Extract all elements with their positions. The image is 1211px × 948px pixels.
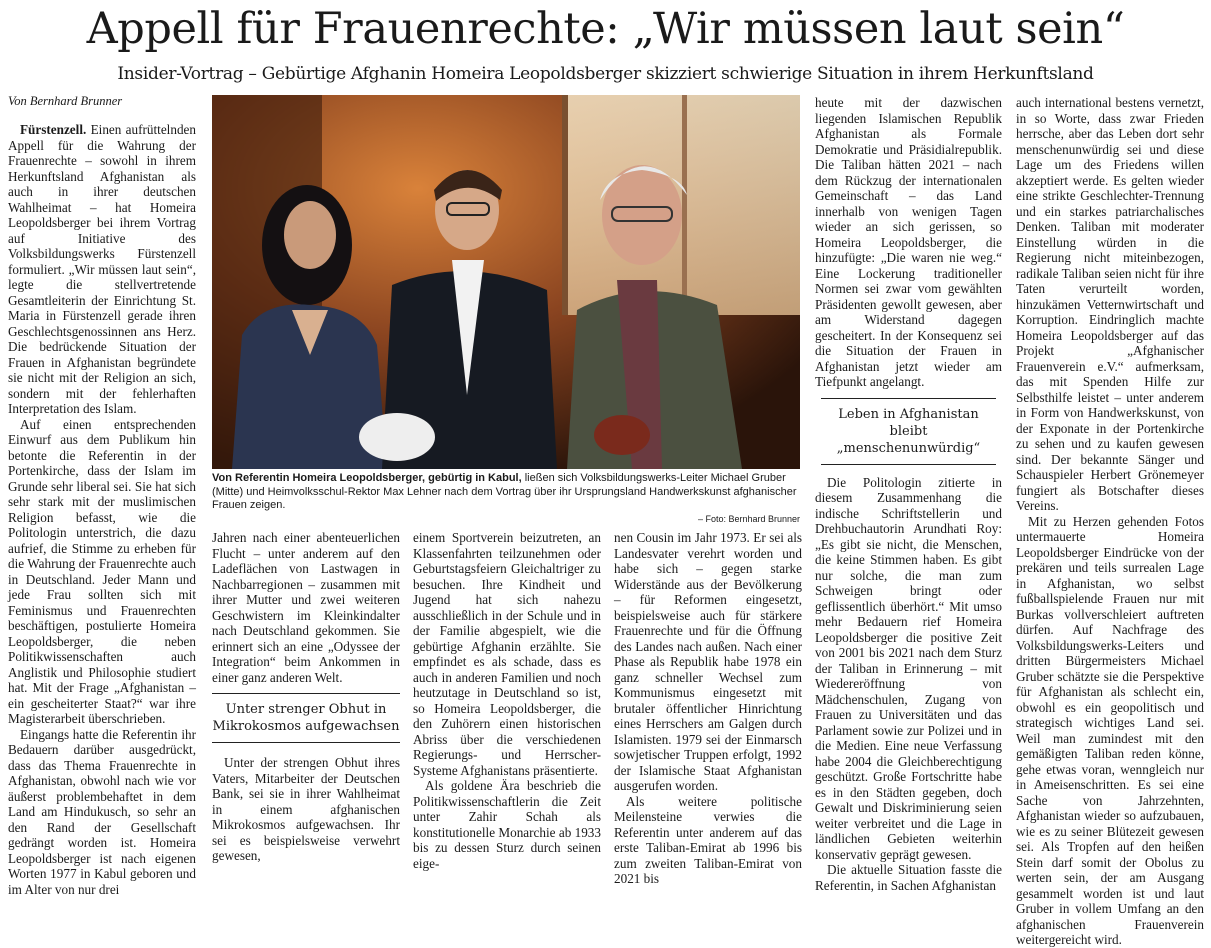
column-1: [8, 122, 196, 897]
paragraph: Als goldene Ära beschrieb die Politikwissenschaftlerin die Zeit unter Zahir Schah als konstitutionelle Monarchie ab 1933 bis zu dessen Sturz durch seinen eige-: [413, 778, 601, 871]
paragraph-text: Einen aufrüttelnden Appell für die Wahrung der Frauenrechte – sowohl in ihrem Herkunftsland Afghanistan als auch in ihrer deutschen Wahlheimat – hat Homeira Leopoldsberger bei ihrem Vortrag auf Initiative des Volksbildungswerks Fürstenzell formuliert. „Wir müssen laut sein“, legte die stellvertretende Gesamtleiterin der Einrichtung St. Maria in Fürstenzell gerade ihren Geschlechtsgenossinnen ans Herz. Die bedrückende Situation der Frauen in Afghanistan begründete sie nicht mit der Religion an sich, sondern mit der fehlerhaften Interpretation des Islam.: [8, 122, 196, 416]
crafted-item: [594, 415, 650, 455]
caption-text: ließen sich Volksbildungswerks-Leiter Michael Gruber (Mitte) und Heimvolksschul-Rektor Max Lehner nach dem Vortrag über ihr Ursprungsland Handwerkskunst afghanischer Frauen zeigen.: [212, 472, 797, 511]
article-photo: [212, 95, 800, 469]
dateline: Fürstenzell.: [20, 122, 87, 137]
subheading: Unter strenger Obhut in Mikrokosmos aufgewachsen: [212, 693, 400, 743]
crafted-bag: [359, 413, 435, 461]
paragraph: Mit zu Herzen gehenden Fotos untermauerte Homeira Leopoldsberger Eindrücke von der prekären und teils surrealen Lage in Afghanistan, wo selbst fußballspielende Frauen nur mit Burkas vollverschleiert auftreten dürfen. Auf Nachfrage des Volksbildungswerks-Leiters und dritten Bürgermeisters Michael Gruber schätzte sie die Perspektive für Afghanistan als schlecht ein, obwohl es ein geopolitisch und strategisch wichtiges Land sei. Weil man zumindest mit den gemäßigten Taliban reden könne, gehe etwas voran, wenngleich nur in Ameisenschritten. Es sei eine Sache von Jahrzehnten, Afghanistan wieder so aufzubauen, wie es zu seiner Blütezeit gewesen sei. Als Tropfen auf den heißen Stein darf somit der Obolus zu werten sein, der am Ausgang gesammelt worden ist und laut Gruber in vollem Umfang an den afghanischen Frauenverein weitergereicht wird.: [1016, 513, 1204, 947]
paragraph: Unter der strengen Obhut ihres Vaters, Mitarbeiter der Deutschen Bank, sei sie in ihrer Wahlheimat in einem afghanischen Mikrokosmos aufgewachsen. Ihr sei es beispielsweise verwehrt gewesen,: [212, 755, 400, 863]
paragraph: heute mit der dazwischen liegenden Islamischen Republik Afghanistan als Formale Demokratie und Präsidialrepublik. Die Taliban hätten 2021 – nach dem Rückzug der internationalen Gemeinschaft – das Land innerhalb von wenigen Tagen wieder an sich gerissen, so Homeira Leopoldsberger, die hinzufügte: „Die waren nie weg.“ Eine Lockerung traditioneller Normen sei zwar vom gewählten Präsidenten gewollt gewesen, aber am Widerstand dagegen gescheitert. In der Konsequenz sei die Situation der Frauen in Afghanistan jetzt wieder am Tiefpunkt angelangt.: [815, 95, 1002, 389]
paragraph: Eingangs hatte die Referentin ihr Bedauern darüber ausgedrückt, dass das Thema Frauenrechte in Afghanistan, obwohl nach wie vor äußerst problembehaftet in dem Land am Hindukusch, so sehr an den Rand der Gesellschaft gedrängt worden ist. Homeira Leopoldsberger ist nach eigenen Worten 1977 in Kabul geboren und im Alter von nur drei: [8, 726, 196, 897]
column-4: [614, 530, 802, 886]
photo-caption: [212, 472, 800, 525]
column-3: [413, 530, 601, 870]
photo-illustration: [212, 95, 800, 469]
headline: Appell für Frauenrechte: „Wir müssen laut sein“: [86, 4, 1125, 54]
column-2: [212, 530, 400, 870]
subheadline: Insider-Vortrag – Gebürtige Afghanin Homeira Leopoldsberger skizziert schwierige Situation in ihrem Herkunftsland: [117, 64, 1094, 84]
paragraph: nen Cousin im Jahr 1973. Er sei als Landesvater verehrt worden und habe sich – gegen starke Widerstände aus der Bevölkerung – für Reformen eingesetzt, beispielsweise auch für stärkere Frauenrechte und für die Öffnung des Landes nach außen. Nach einer Phase als Republik habe 1978 ein ganz schneller Wechsel zum Kommunismus eingesetzt mit brutaler öffentlicher Hinrichtung eines Herrschers am Galgen durch Islamisten. 1979 sei der Einmarsch sowjetischer Truppen erfolgt, 1992 der Islamische Staat Afghanistan ausgerufen worden.: [614, 530, 802, 793]
column-6: [1016, 95, 1204, 947]
paragraph: Jahren nach einer abenteuerlichen Flucht – unter anderem auf den Ladeflächen von Lastwagen in Nachbarregionen – zusammen mit ihrer Mutter und zwei weiteren Geschwistern im Kleinkindalter nach Deutschland gekommen. Sie erinnert sich an eine „Odyssee der Integration“ beim Ankommen in einer ganz anderen Welt.: [212, 530, 400, 685]
paragraph: Als weitere politische Meilensteine verwies die Referentin unter anderem auf das erste Taliban-Emirat ab 1996 bis zum zweiten Taliban-Emirat von 2021 bis: [614, 793, 802, 886]
paragraph: Die aktuelle Situation fasste die Referentin, in Sachen Afghanistan: [815, 862, 1002, 893]
caption-bold: Von Referentin Homeira Leopoldsberger, gebürtig in Kabul,: [212, 472, 522, 484]
paragraph: einem Sportverein beizutreten, an Klassenfahrten teilzunehmen oder Geburtstagsfeiern Gleichaltriger zu besuchen. Ihre Kindheit und Jugend hat sich nahezu ausschließlich in der Schule und in der Familie abgespielt, wie die gebürtige Afghanin erzählte. Sie empfindet es als schade, dass es auch in anderen Familien und noch heutzutage in Deutschland so ist, so Homeira Leopoldsberger, die den Zuhörern einen historischen Abriss über die verschiedenen Regierungs- und Herrscher-Systeme Afghanistans präsentierte.: [413, 530, 601, 778]
subheading: Leben in Afghanistan bleibt „menschenunwürdig“: [821, 398, 996, 465]
byline: Von Bernhard Brunner: [8, 94, 123, 108]
paragraph: Auf einen entsprechenden Einwurf aus dem Publikum hin betonte die Referentin in der Portenkirche, dass der Islam im Grunde sehr liberal sei. Sie hat sich sehr stark mit der muslimischen Religion befasst, wie die Politologin unterstrich, die dazu aufrief, die Stimme zu erheben für die Wahrung der Frauenrechte auch in Deutschland. Jeder Mann und jede Frau sollten sich mit Feminismus und Frauenrechten beschäftigen, postulierte Homeira Leopoldsberger, die neben Politikwissenschaften auch Anglistik und Philosophie studiert hat. Mit der Frage „Afghanistan – ein gescheiterter Staat?“ war ihre Magisterarbeit überschrieben.: [8, 416, 196, 726]
column-5: [815, 95, 1002, 893]
paragraph: [8, 122, 196, 417]
paragraph: Die Politologin zitierte in diesem Zusammenhang die indische Schriftstellerin und Drehbuchautorin Arundhati Roy: „Es gibt sie nicht, die Menschen, die keine Stimmen haben. Es gibt nur solche, die man zum Schweigen bringt oder geflissentlich überhört.“ Mit umso mehr Bedauern rief Homeira Leopoldsberger die positive Zeit von 2001 bis 2021 nach dem Sturz der Taliban in Erinnerung – mit Wiedereröffnung von Mädchenschulen, Zugang von Frauen zu Universitäten und das Parlament sowie zur Polizei und in die Medien. Eine neue Verfassung habe 2004 die Gleichberechtigung geschützt. Große Fortschritte habe es in den Städten gegeben, doch Gewalt und Diskriminierung seien weiter verbreitet und die Lage in ländlichen Gebieten weiterhin konservativ geprägt gewesen.: [815, 474, 1002, 862]
photo-credit: – Foto: Bernhard Brunner: [697, 513, 800, 524]
paragraph: auch international bestens vernetzt, in so Worte, dass zwar Frieden herrsche, aber das Leben dort sehr menschenunwürdig sei und diese Lage um des Friedens willen akzeptiert werde. Es gelten wieder eine strikte Geschlechter-Trennung und ein starkes patriarchalisches Denken. Taliban mit moderater Einstellung würden in die Regierung nicht miteinbezogen, radikale Taliban seien nicht für ihre Taten verurteilt worden, hinzukämen Vetternwirtschaft und Korruption. Eindringlich machte Homeira Leopoldsberger auf das Projekt „Afghanischer Frauenverein e.V.“ aufmerksam, das mit Spenden Hilfe zur Selbsthilfe leistet – unter anderem in Form von Handwerkskunst, von der Exponate in der Portenkirche zu sehen und zu kaufen gewesen sind. Der bekannte Sänger und Schauspieler Herbert Grönemeyer fungiert als Botschafter dieses Vereins.: [1016, 95, 1204, 513]
